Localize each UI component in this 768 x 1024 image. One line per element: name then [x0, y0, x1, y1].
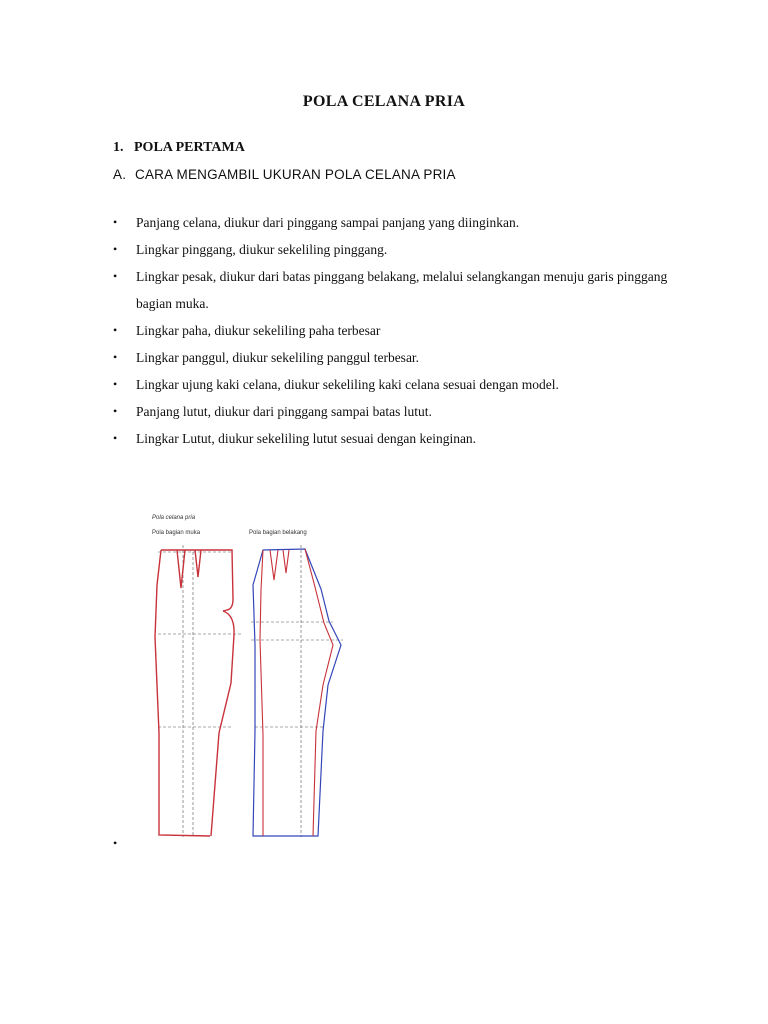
bullet-icon: •	[113, 404, 118, 418]
figure-title: Pola celana pria	[152, 515, 196, 521]
empty-bullet: •	[113, 836, 118, 850]
list-item	[113, 317, 693, 344]
list-item	[113, 398, 693, 425]
list-item-text: Panjang celana, diukur dari pinggang sampai panjang yang diinginkan.	[136, 215, 520, 230]
back-pattern-outline	[253, 549, 341, 836]
list-item	[113, 371, 693, 398]
page-title: POLA CELANA PRIA	[302, 93, 466, 110]
list-item	[113, 236, 693, 263]
list-item-text: Lingkar ujung kaki celana, diukur sekeliling kaki celana sesuai dengan model.	[136, 377, 559, 392]
subsection-heading	[113, 167, 456, 182]
list-item-text: Panjang lutut, diukur dari pinggang sampai batas lutut.	[136, 404, 432, 419]
section-heading	[113, 140, 245, 156]
list-item-text: Lingkar pinggang, diukur sekeliling pinggang.	[136, 242, 388, 257]
measurement-list	[113, 209, 693, 452]
bullet-icon: •	[113, 350, 118, 364]
list-item-text: Lingkar panggul, diukur sekeliling panggul terbesar.	[136, 350, 420, 365]
list-item	[113, 425, 693, 452]
pattern-drawing	[143, 505, 355, 845]
list-item	[113, 209, 693, 236]
bullet-icon: •	[113, 377, 118, 391]
list-item-text: Lingkar paha, diukur sekeliling paha terbesar	[136, 323, 381, 338]
section-number: 1.	[113, 140, 124, 155]
bullet-icon: •	[113, 323, 118, 337]
back-guide-lines	[251, 545, 343, 837]
list-item-text: Lingkar pesak, diukur dari batas pinggang belakang, melalui selangkangan menuju garis pinggang bagian muka.	[136, 269, 668, 311]
bullet-icon: •	[113, 215, 118, 229]
list-item	[113, 263, 693, 317]
front-pattern-outline	[155, 550, 234, 836]
bullet-icon: •	[113, 269, 118, 283]
subsection-letter: A.	[113, 167, 127, 182]
bullet-icon: •	[113, 431, 118, 445]
front-guide-lines	[158, 545, 243, 837]
list-item-text: Lingkar Lutut, diukur sekeliling lutut sesuai dengan keinginan.	[136, 431, 477, 446]
list-item	[113, 344, 693, 371]
trouser-pattern-figure	[143, 505, 355, 845]
section-heading-text: POLA PERTAMA	[134, 140, 245, 155]
subsection-heading-text: CARA MENGAMBIL UKURAN POLA CELANA PRIA	[135, 167, 456, 182]
front-pattern-label: Pola bagian muka	[152, 530, 201, 536]
back-pattern-label: Pola bagian belakang	[249, 530, 307, 536]
bullet-icon: •	[113, 242, 118, 256]
